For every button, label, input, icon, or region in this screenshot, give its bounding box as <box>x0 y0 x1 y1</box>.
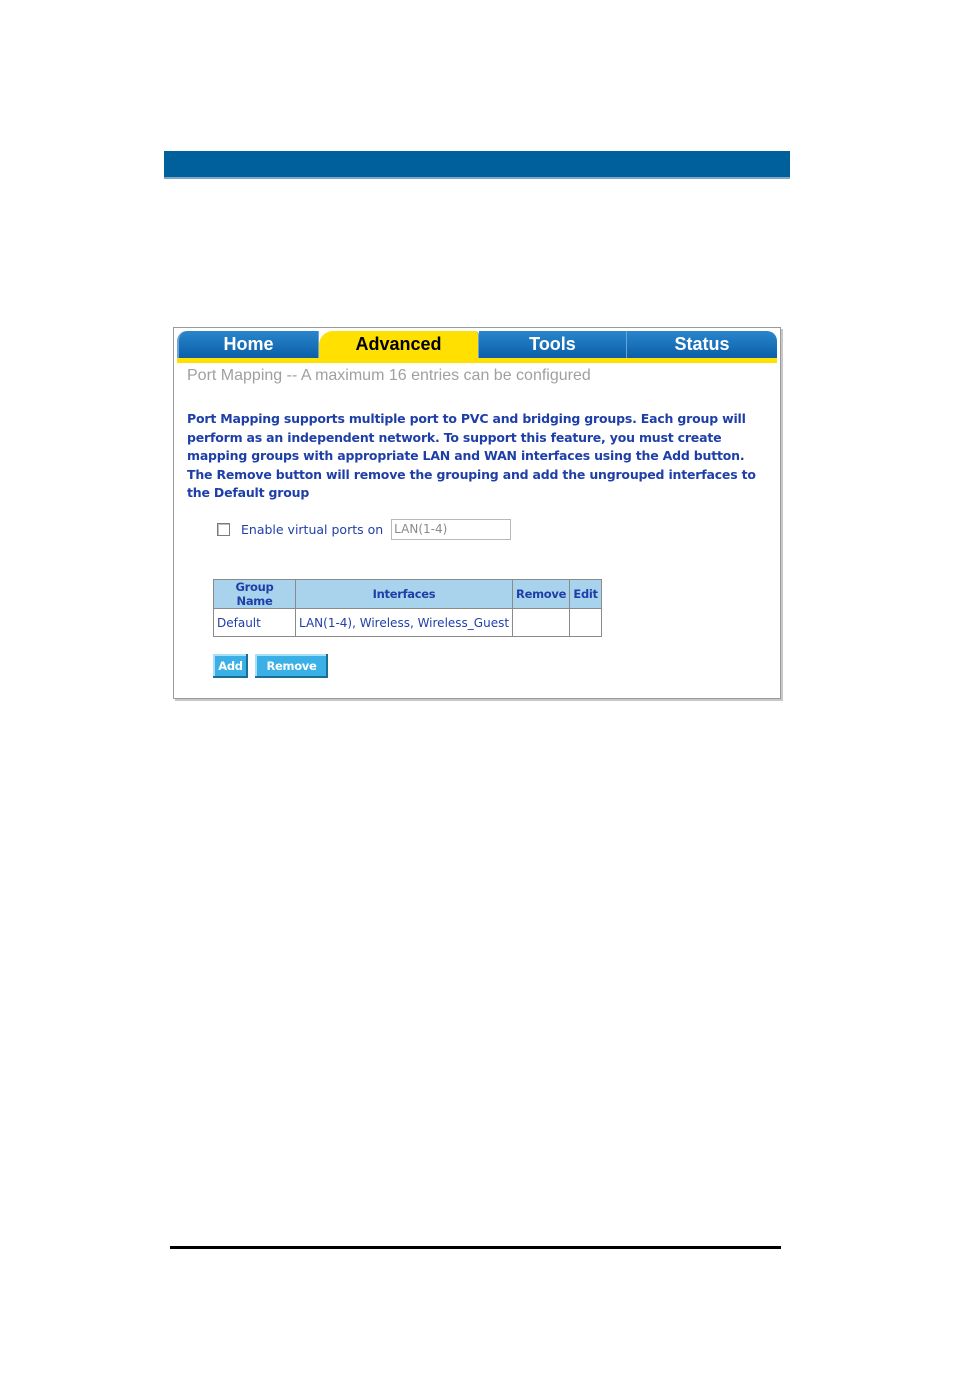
cell-interfaces: LAN(1-4), Wireless, Wireless_Guest <box>296 609 513 637</box>
virtual-ports-input[interactable] <box>391 519 511 540</box>
virtual-ports-row <box>217 517 511 541</box>
cell-group-name: Default <box>214 609 296 637</box>
remove-button[interactable]: Remove <box>255 654 328 678</box>
port-mapping-panel <box>173 327 781 699</box>
virtual-ports-label: Enable virtual ports on <box>241 521 384 537</box>
tab-advanced[interactable]: Advanced <box>319 331 479 358</box>
tab-status[interactable]: Status <box>627 331 777 358</box>
enable-virtual-ports-checkbox[interactable] <box>217 523 230 536</box>
bottom-rule <box>170 1246 781 1249</box>
header-group-name: Group Name <box>214 580 296 609</box>
header-interfaces: Interfaces <box>296 580 513 609</box>
tab-home[interactable]: Home <box>177 331 319 358</box>
cell-remove[interactable] <box>513 609 570 637</box>
header-remove: Remove <box>513 580 570 609</box>
add-button[interactable]: Add <box>213 654 248 678</box>
header-edit: Edit <box>570 580 602 609</box>
description-text: Port Mapping supports multiple port to PVC and bridging groups. Each group will perform as an independent network. To support this feature, you must create mapping groups with appropriate LAN and WAN interfaces using the Add button. The Remove button will remove the grouping and add the ungrouped interfaces to the Default group <box>187 411 756 500</box>
table-header-row <box>214 580 602 609</box>
port-mapping-table <box>213 579 602 637</box>
cell-edit[interactable] <box>570 609 602 637</box>
top-header-bar <box>164 151 790 179</box>
section-title: Port Mapping -- A maximum 16 entries can be configured <box>187 367 591 384</box>
tab-underline <box>177 358 777 363</box>
nav-tabs <box>177 331 777 358</box>
table-row <box>214 609 602 637</box>
tab-tools[interactable]: Tools <box>479 331 627 358</box>
